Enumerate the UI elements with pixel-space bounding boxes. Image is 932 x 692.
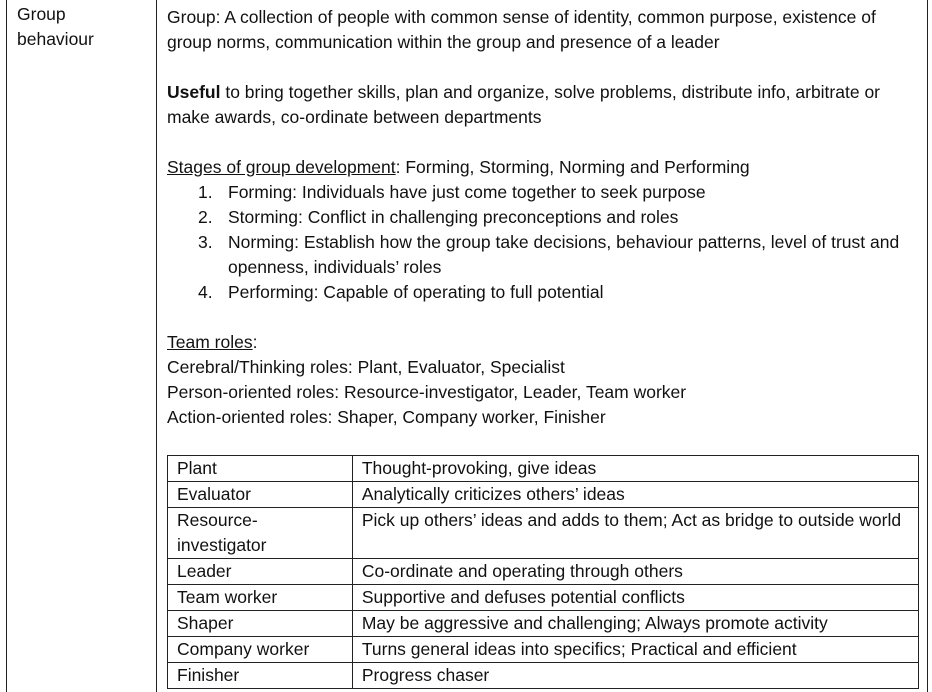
- role-desc-cell: May be aggressive and challenging; Always promote activity: [352, 611, 918, 637]
- table-row: [168, 559, 919, 585]
- table-row: [168, 637, 919, 663]
- stage-number: 2.: [198, 207, 213, 227]
- useful-text: to bring together skills, plan and organize, solve problems, distribute info, arbitrate or make awards, co-ordinate between departments: [167, 82, 880, 127]
- stages-summary: : Forming, Storming, Norming and Performing: [395, 157, 750, 177]
- stages-list: [167, 180, 919, 305]
- team-roles-heading-line: [167, 330, 919, 355]
- role-desc-cell: Analytically criticizes others’ ideas: [352, 482, 918, 508]
- role-desc-cell: Thought-provoking, give ideas: [352, 456, 918, 482]
- roles-table: [167, 455, 919, 689]
- stages-heading: Stages of group development: [167, 157, 396, 177]
- stage-item: [167, 205, 919, 230]
- table-row: [168, 456, 919, 482]
- role-name-cell: Leader: [168, 559, 353, 585]
- role-name-cell: Team worker: [168, 585, 353, 611]
- stage-text: Forming: Individuals have just come together to seek purpose: [228, 182, 706, 202]
- team-roles-colon: :: [252, 332, 258, 352]
- topic-title-line2: behaviour: [17, 29, 94, 49]
- stage-text: Performing: Capable of operating to full potential: [228, 282, 604, 302]
- table-row: [168, 663, 919, 689]
- stage-number: 3.: [198, 232, 213, 252]
- table-border-right: [927, 0, 928, 692]
- role-name-cell: Shaper: [168, 611, 353, 637]
- cerebral-roles: Cerebral/Thinking roles: Plant, Evaluator, Specialist: [167, 357, 565, 377]
- topic-title-line1: Group: [17, 4, 66, 24]
- topic-cell: [17, 2, 152, 52]
- stage-number: 1.: [198, 182, 213, 202]
- role-name-cell: Finisher: [168, 663, 353, 689]
- stages-heading-line: [167, 155, 919, 180]
- action-roles: Action-oriented roles: Shaper, Company worker, Finisher: [167, 407, 606, 427]
- stage-number: 4.: [198, 282, 213, 302]
- stage-text: Storming: Conflict in challenging preconceptions and roles: [228, 207, 679, 227]
- role-desc-cell: Turns general ideas into specifics; Practical and efficient: [352, 637, 918, 663]
- person-roles: Person-oriented roles: Resource-investigator, Leader, Team worker: [167, 382, 687, 402]
- role-name-cell: Evaluator: [168, 482, 353, 508]
- role-name-cell: Resource-investigator: [168, 508, 353, 559]
- table-row: [168, 508, 919, 559]
- role-desc-cell: Pick up others’ ideas and adds to them; Act as bridge to outside world: [352, 508, 918, 559]
- role-name-cell: Company worker: [168, 637, 353, 663]
- table-row: [168, 611, 919, 637]
- useful-label: Useful: [167, 82, 221, 102]
- content-cell: [167, 5, 919, 430]
- table-border-middle: [156, 0, 157, 692]
- group-definition: Group: A collection of people with common sense of identity, common purpose, existence of group norms, communication within the group and presence of a leader: [167, 7, 876, 52]
- role-name-cell: Plant: [168, 456, 353, 482]
- role-desc-cell: Progress chaser: [352, 663, 918, 689]
- useful-paragraph: [167, 80, 919, 130]
- role-desc-cell: Supportive and defuses potential conflicts: [352, 585, 918, 611]
- team-roles-heading: Team roles: [167, 332, 253, 352]
- stage-item: [167, 230, 919, 280]
- role-desc-cell: Co-ordinate and operating through others: [352, 559, 918, 585]
- table-border-left: [6, 0, 7, 692]
- stage-item: [167, 280, 919, 305]
- stage-text: Norming: Establish how the group take decisions, behaviour patterns, level of trust and openness, individuals’ roles: [228, 232, 900, 277]
- stage-item: [167, 180, 919, 205]
- table-row: [168, 585, 919, 611]
- table-row: [168, 482, 919, 508]
